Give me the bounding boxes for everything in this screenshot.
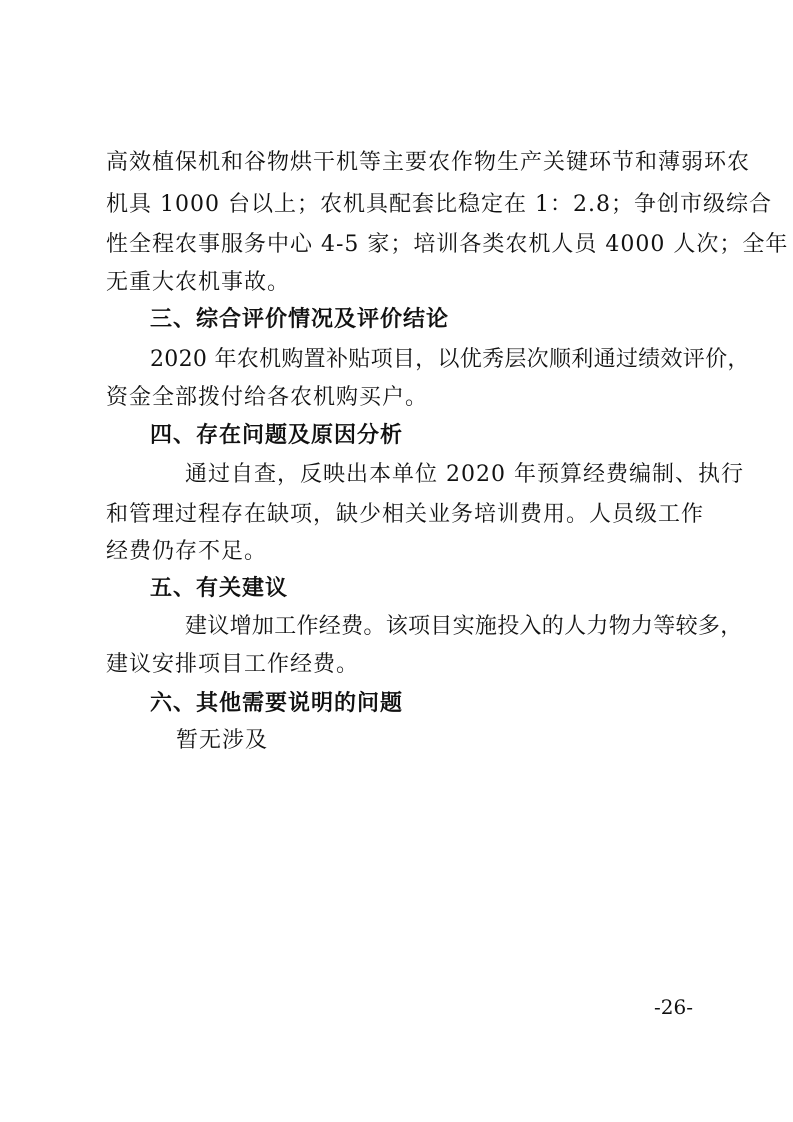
paragraph-line: 高效植保机和谷物烘干机等主要农作物生产关键环节和薄弱环农 (106, 150, 751, 175)
paragraph-line: 通过自查，反映出本单位 2020 年预算经费编制、执行 (185, 462, 744, 487)
paragraph-line: 经费仍存不足。 (106, 539, 268, 564)
paragraph-line: 性全程农事服务中心 4-5 家；培训各类农机人员 4000 人次；全年 (106, 232, 789, 257)
paragraph-line: 无重大农机事故。 (106, 270, 291, 295)
paragraph-line: 2020 年农机购置补贴项目，以优秀层次顺利通过绩效评价， (150, 347, 750, 372)
section-heading: 六、其他需要说明的问题 (150, 691, 404, 716)
section-heading: 五、有关建议 (150, 576, 289, 601)
paragraph-line: 暂无涉及 (176, 728, 269, 753)
paragraph-line: 和管理过程存在缺项，缺少相关业务培训费用。人员级工作 (106, 502, 705, 527)
page-number: -26- (654, 995, 693, 1019)
section-heading: 三、综合评价情况及评价结论 (150, 307, 450, 332)
section-heading: 四、存在问题及原因分析 (150, 423, 404, 448)
paragraph-line: 建议安排项目工作经费。 (106, 652, 360, 677)
paragraph-line: 机具 1000 台以上；农机具配套比稳定在 1：2.8；争创市级综合 (106, 192, 772, 217)
paragraph-line: 资金全部拨付给各农机购买户。 (106, 385, 429, 410)
paragraph-line: 建议增加工作经费。该项目实施投入的人力物力等较多， (185, 614, 743, 639)
